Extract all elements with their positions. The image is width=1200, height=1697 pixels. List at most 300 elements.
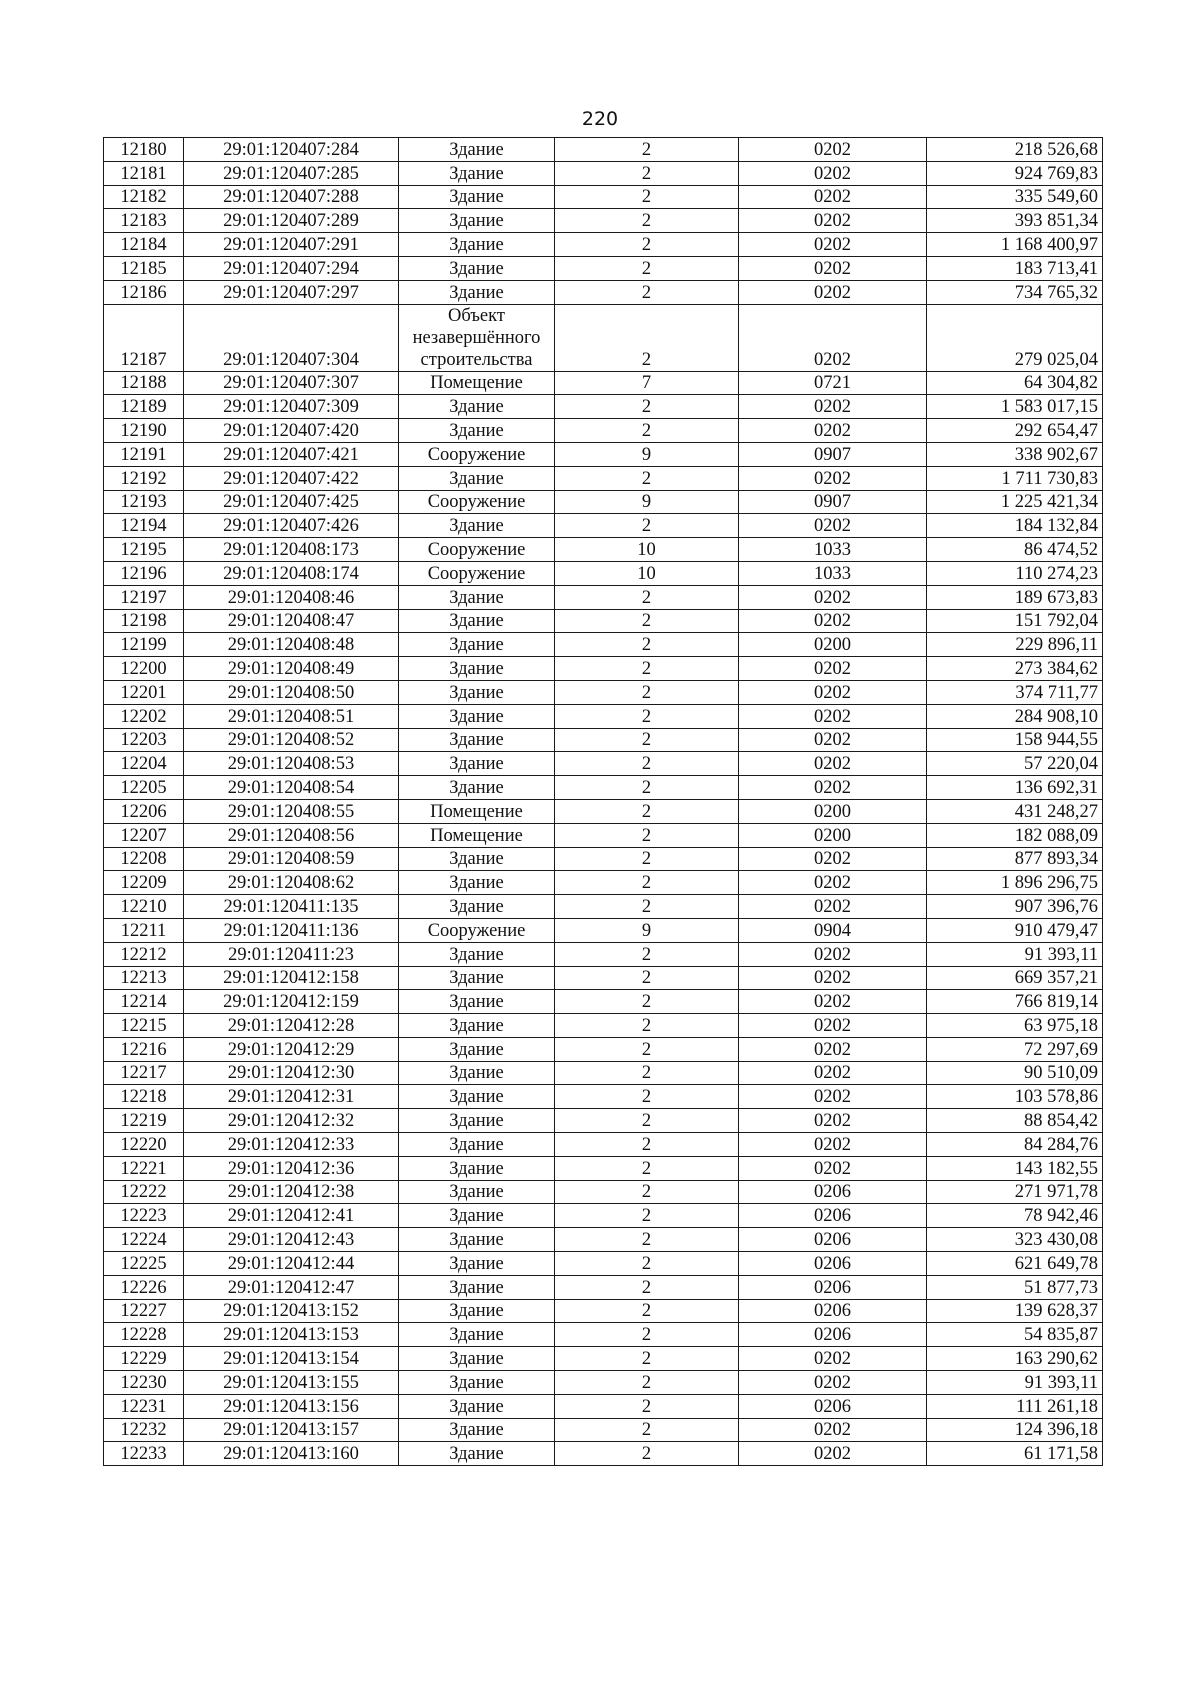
- cadastral-number-cell: 29:01:120408:51: [184, 704, 399, 728]
- row-number-cell: 12226: [104, 1275, 184, 1299]
- row-number-cell: 12206: [104, 799, 184, 823]
- cadastral-number-cell: 29:01:120408:173: [184, 538, 399, 562]
- cadastral-number-cell: 29:01:120407:425: [184, 490, 399, 514]
- object-type-cell: Здание: [399, 1275, 555, 1299]
- cadastral-number-cell: 29:01:120407:285: [184, 161, 399, 185]
- table-row: [104, 561, 1103, 585]
- group-code-cell: 2: [555, 1109, 739, 1133]
- subgroup-code-cell: 0202: [739, 728, 927, 752]
- subgroup-code-cell: 0206: [739, 1228, 927, 1252]
- group-code-cell: 2: [555, 1014, 739, 1038]
- subgroup-code-cell: 0904: [739, 918, 927, 942]
- object-type-cell: Здание: [399, 1133, 555, 1157]
- cadastral-number-cell: 29:01:120412:33: [184, 1133, 399, 1157]
- subgroup-code-cell: 0202: [739, 1347, 927, 1371]
- subgroup-code-cell: 0202: [739, 161, 927, 185]
- row-number-cell: 12195: [104, 538, 184, 562]
- subgroup-code-cell: 0202: [739, 871, 927, 895]
- object-type-cell: Здание: [399, 1037, 555, 1061]
- table-row: [104, 799, 1103, 823]
- cadastral-number-cell: 29:01:120412:30: [184, 1061, 399, 1085]
- subgroup-code-cell: 0206: [739, 1180, 927, 1204]
- table-row: [104, 1418, 1103, 1442]
- cadastral-number-cell: 29:01:120412:29: [184, 1037, 399, 1061]
- cadastral-number-cell: 29:01:120407:309: [184, 395, 399, 419]
- object-type-cell: Здание: [399, 728, 555, 752]
- cadastral-number-cell: 29:01:120413:160: [184, 1442, 399, 1466]
- row-number-cell: 12210: [104, 895, 184, 919]
- cadastral-value-cell: 273 384,62: [927, 657, 1103, 681]
- cadastral-number-cell: 29:01:120407:288: [184, 185, 399, 209]
- cadastral-value-cell: 54 835,87: [927, 1323, 1103, 1347]
- row-number-cell: 12205: [104, 776, 184, 800]
- cadastral-number-cell: 29:01:120412:158: [184, 966, 399, 990]
- table-row: [104, 1156, 1103, 1180]
- table-row: [104, 990, 1103, 1014]
- table-row: [104, 1252, 1103, 1276]
- row-number-cell: 12200: [104, 657, 184, 681]
- table-row: [104, 161, 1103, 185]
- table-row: [104, 442, 1103, 466]
- object-type-cell: Здание: [399, 1252, 555, 1276]
- group-code-cell: 2: [555, 280, 739, 304]
- object-type-cell: Здание: [399, 609, 555, 633]
- object-type-cell: Здание: [399, 633, 555, 657]
- group-code-cell: 10: [555, 538, 739, 562]
- cadastral-value-cell: 61 171,58: [927, 1442, 1103, 1466]
- table-row: [104, 918, 1103, 942]
- object-type-cell: Сооружение: [399, 561, 555, 585]
- group-code-cell: 9: [555, 442, 739, 466]
- object-type-cell: Здание: [399, 1371, 555, 1395]
- subgroup-code-cell: 0202: [739, 256, 927, 280]
- cadastral-value-cell: 271 971,78: [927, 1180, 1103, 1204]
- object-type-cell: Здание: [399, 1204, 555, 1228]
- subgroup-code-cell: 0202: [739, 1085, 927, 1109]
- object-type-cell: Здание: [399, 752, 555, 776]
- cadastral-value-cell: 184 132,84: [927, 514, 1103, 538]
- object-type-cell: Здание: [399, 209, 555, 233]
- object-type-cell: Здание: [399, 1418, 555, 1442]
- object-type-cell: Помещение: [399, 799, 555, 823]
- group-code-cell: 2: [555, 161, 739, 185]
- subgroup-code-cell: 0202: [739, 304, 927, 371]
- cadastral-number-cell: 29:01:120408:50: [184, 680, 399, 704]
- cadastral-value-cell: 183 713,41: [927, 256, 1103, 280]
- group-code-cell: 2: [555, 256, 739, 280]
- cadastral-value-cell: 51 877,73: [927, 1275, 1103, 1299]
- object-type-cell: Здание: [399, 871, 555, 895]
- cadastral-value-cell: 1 583 017,15: [927, 395, 1103, 419]
- group-code-cell: 2: [555, 1204, 739, 1228]
- cadastral-value-cell: 766 819,14: [927, 990, 1103, 1014]
- cadastral-value-cell: 284 908,10: [927, 704, 1103, 728]
- group-code-cell: 2: [555, 847, 739, 871]
- cadastral-number-cell: 29:01:120408:52: [184, 728, 399, 752]
- group-code-cell: 2: [555, 1299, 739, 1323]
- cadastral-value-cell: 669 357,21: [927, 966, 1103, 990]
- row-number-cell: 12233: [104, 1442, 184, 1466]
- cadastral-value-cell: 218 526,68: [927, 138, 1103, 162]
- row-number-cell: 12202: [104, 704, 184, 728]
- subgroup-code-cell: 0206: [739, 1394, 927, 1418]
- table-row: [104, 871, 1103, 895]
- row-number-cell: 12199: [104, 633, 184, 657]
- cadastral-value-cell: 64 304,82: [927, 371, 1103, 395]
- table-row: [104, 1228, 1103, 1252]
- cadastral-number-cell: 29:01:120408:174: [184, 561, 399, 585]
- group-code-cell: 2: [555, 609, 739, 633]
- table-row: [104, 1442, 1103, 1466]
- cadastral-value-cell: 91 393,11: [927, 942, 1103, 966]
- table-row: [104, 776, 1103, 800]
- row-number-cell: 12232: [104, 1418, 184, 1442]
- group-code-cell: 2: [555, 990, 739, 1014]
- group-code-cell: 2: [555, 395, 739, 419]
- table-row: [104, 371, 1103, 395]
- object-type-cell: Сооружение: [399, 490, 555, 514]
- group-code-cell: 2: [555, 304, 739, 371]
- cadastral-value-cell: 103 578,86: [927, 1085, 1103, 1109]
- cadastral-number-cell: 29:01:120407:294: [184, 256, 399, 280]
- subgroup-code-cell: 1033: [739, 538, 927, 562]
- cadastral-value-cell: 279 025,04: [927, 304, 1103, 371]
- group-code-cell: 2: [555, 419, 739, 443]
- table-row: [104, 1180, 1103, 1204]
- cadastral-value-cell: 90 510,09: [927, 1061, 1103, 1085]
- cadastral-value-cell: 57 220,04: [927, 752, 1103, 776]
- cadastral-number-cell: 29:01:120407:426: [184, 514, 399, 538]
- cadastral-value-cell: 136 692,31: [927, 776, 1103, 800]
- cadastral-number-cell: 29:01:120408:53: [184, 752, 399, 776]
- subgroup-code-cell: 0200: [739, 633, 927, 657]
- group-code-cell: 9: [555, 490, 739, 514]
- table-row: [104, 138, 1103, 162]
- object-type-cell: Помещение: [399, 823, 555, 847]
- subgroup-code-cell: 0202: [739, 233, 927, 257]
- group-code-cell: 2: [555, 233, 739, 257]
- table-row: [104, 728, 1103, 752]
- subgroup-code-cell: 0202: [739, 209, 927, 233]
- row-number-cell: 12220: [104, 1133, 184, 1157]
- cadastral-value-cell: 910 479,47: [927, 918, 1103, 942]
- table-row: [104, 304, 1103, 371]
- cadastral-value-cell: 393 851,34: [927, 209, 1103, 233]
- table-row: [104, 185, 1103, 209]
- object-type-cell: Сооружение: [399, 918, 555, 942]
- cadastral-value-cell: 124 396,18: [927, 1418, 1103, 1442]
- group-code-cell: 2: [555, 185, 739, 209]
- cadastral-value-cell: 292 654,47: [927, 419, 1103, 443]
- cadastral-value-cell: 78 942,46: [927, 1204, 1103, 1228]
- group-code-cell: 2: [555, 799, 739, 823]
- cadastral-number-cell: 29:01:120408:47: [184, 609, 399, 633]
- object-type-cell: Здание: [399, 1347, 555, 1371]
- subgroup-code-cell: 0907: [739, 490, 927, 514]
- cadastral-value-cell: 907 396,76: [927, 895, 1103, 919]
- table-row: [104, 256, 1103, 280]
- registry-table: [103, 137, 1103, 1466]
- row-number-cell: 12219: [104, 1109, 184, 1133]
- cadastral-number-cell: 29:01:120413:156: [184, 1394, 399, 1418]
- group-code-cell: 7: [555, 371, 739, 395]
- row-number-cell: 12190: [104, 419, 184, 443]
- cadastral-number-cell: 29:01:120408:62: [184, 871, 399, 895]
- row-number-cell: 12216: [104, 1037, 184, 1061]
- object-type-cell: Здание: [399, 942, 555, 966]
- cadastral-number-cell: 29:01:120407:291: [184, 233, 399, 257]
- table-row: [104, 1109, 1103, 1133]
- subgroup-code-cell: 0202: [739, 704, 927, 728]
- row-number-cell: 12230: [104, 1371, 184, 1395]
- page-number: 220: [581, 108, 619, 130]
- table-row: [104, 585, 1103, 609]
- table-row: [104, 1037, 1103, 1061]
- cadastral-number-cell: 29:01:120413:153: [184, 1323, 399, 1347]
- cadastral-number-cell: 29:01:120408:59: [184, 847, 399, 871]
- object-type-cell: Сооружение: [399, 442, 555, 466]
- group-code-cell: 2: [555, 514, 739, 538]
- group-code-cell: 2: [555, 776, 739, 800]
- subgroup-code-cell: 0202: [739, 395, 927, 419]
- group-code-cell: 2: [555, 680, 739, 704]
- object-type-cell: Здание: [399, 1299, 555, 1323]
- table-row: [104, 1014, 1103, 1038]
- cadastral-number-cell: 29:01:120407:307: [184, 371, 399, 395]
- subgroup-code-cell: 0202: [739, 1442, 927, 1466]
- cadastral-number-cell: 29:01:120413:154: [184, 1347, 399, 1371]
- cadastral-value-cell: 84 284,76: [927, 1133, 1103, 1157]
- object-type-cell: Здание: [399, 466, 555, 490]
- row-number-cell: 12208: [104, 847, 184, 871]
- table-row: [104, 633, 1103, 657]
- cadastral-value-cell: 163 290,62: [927, 1347, 1103, 1371]
- group-code-cell: 2: [555, 704, 739, 728]
- subgroup-code-cell: 0907: [739, 442, 927, 466]
- row-number-cell: 12201: [104, 680, 184, 704]
- group-code-cell: 2: [555, 728, 739, 752]
- group-code-cell: 9: [555, 918, 739, 942]
- group-code-cell: 2: [555, 1085, 739, 1109]
- table-row: [104, 538, 1103, 562]
- cadastral-number-cell: 29:01:120413:152: [184, 1299, 399, 1323]
- cadastral-number-cell: 29:01:120407:284: [184, 138, 399, 162]
- subgroup-code-cell: 0202: [739, 1109, 927, 1133]
- group-code-cell: 2: [555, 1133, 739, 1157]
- object-type-cell: Здание: [399, 776, 555, 800]
- object-type-cell: Здание: [399, 138, 555, 162]
- object-type-cell: Здание: [399, 280, 555, 304]
- object-type-cell: Здание: [399, 895, 555, 919]
- object-type-cell: Здание: [399, 1323, 555, 1347]
- cadastral-value-cell: 63 975,18: [927, 1014, 1103, 1038]
- cadastral-value-cell: 111 261,18: [927, 1394, 1103, 1418]
- table-row: [104, 704, 1103, 728]
- cadastral-number-cell: 29:01:120408:55: [184, 799, 399, 823]
- row-number-cell: 12188: [104, 371, 184, 395]
- object-type-cell: Здание: [399, 1180, 555, 1204]
- table-row: [104, 1275, 1103, 1299]
- cadastral-number-cell: 29:01:120411:136: [184, 918, 399, 942]
- object-type-cell: Здание: [399, 514, 555, 538]
- row-number-cell: 12215: [104, 1014, 184, 1038]
- object-type-cell: Помещение: [399, 371, 555, 395]
- row-number-cell: 12181: [104, 161, 184, 185]
- group-code-cell: 2: [555, 1275, 739, 1299]
- row-number-cell: 12229: [104, 1347, 184, 1371]
- cadastral-number-cell: 29:01:120412:36: [184, 1156, 399, 1180]
- object-type-cell: Здание: [399, 1442, 555, 1466]
- cadastral-number-cell: 29:01:120407:304: [184, 304, 399, 371]
- row-number-cell: 12218: [104, 1085, 184, 1109]
- cadastral-number-cell: 29:01:120411:135: [184, 895, 399, 919]
- table-row: [104, 1085, 1103, 1109]
- subgroup-code-cell: 0206: [739, 1275, 927, 1299]
- cadastral-value-cell: 621 649,78: [927, 1252, 1103, 1276]
- object-type-cell: Здание: [399, 395, 555, 419]
- object-type-cell: Здание: [399, 1394, 555, 1418]
- table-row: [104, 209, 1103, 233]
- cadastral-value-cell: 151 792,04: [927, 609, 1103, 633]
- group-code-cell: 2: [555, 657, 739, 681]
- object-type-cell: Здание: [399, 1014, 555, 1038]
- group-code-cell: 2: [555, 871, 739, 895]
- row-number-cell: 12198: [104, 609, 184, 633]
- table-row: [104, 847, 1103, 871]
- subgroup-code-cell: 0206: [739, 1252, 927, 1276]
- table-row: [104, 233, 1103, 257]
- cadastral-number-cell: 29:01:120408:46: [184, 585, 399, 609]
- table-row: [104, 280, 1103, 304]
- row-number-cell: 12193: [104, 490, 184, 514]
- cadastral-value-cell: 189 673,83: [927, 585, 1103, 609]
- row-number-cell: 12194: [104, 514, 184, 538]
- registry-table-body: [104, 138, 1103, 1466]
- subgroup-code-cell: 0202: [739, 1037, 927, 1061]
- cadastral-value-cell: 374 711,77: [927, 680, 1103, 704]
- table-row: [104, 514, 1103, 538]
- object-type-cell: Здание: [399, 585, 555, 609]
- table-row: [104, 490, 1103, 514]
- subgroup-code-cell: 0202: [739, 1418, 927, 1442]
- row-number-cell: 12211: [104, 918, 184, 942]
- subgroup-code-cell: 0202: [739, 657, 927, 681]
- group-code-cell: 2: [555, 1323, 739, 1347]
- row-number-cell: 12231: [104, 1394, 184, 1418]
- row-number-cell: 12183: [104, 209, 184, 233]
- cadastral-number-cell: 29:01:120412:159: [184, 990, 399, 1014]
- cadastral-value-cell: 139 628,37: [927, 1299, 1103, 1323]
- object-type-cell: Здание: [399, 161, 555, 185]
- object-type-cell: Здание: [399, 704, 555, 728]
- object-type-cell: Здание: [399, 1085, 555, 1109]
- table-row: [104, 609, 1103, 633]
- object-type-cell: Здание: [399, 1061, 555, 1085]
- row-number-cell: 12223: [104, 1204, 184, 1228]
- table-row: [104, 895, 1103, 919]
- table-row: [104, 752, 1103, 776]
- cadastral-value-cell: 338 902,67: [927, 442, 1103, 466]
- group-code-cell: 2: [555, 1252, 739, 1276]
- object-type-cell: Здание: [399, 657, 555, 681]
- cadastral-number-cell: 29:01:120408:54: [184, 776, 399, 800]
- object-type-cell: Здание: [399, 1228, 555, 1252]
- row-number-cell: 12192: [104, 466, 184, 490]
- table-row: [104, 395, 1103, 419]
- table-row: [104, 823, 1103, 847]
- object-type-cell: Здание: [399, 1156, 555, 1180]
- row-number-cell: 12209: [104, 871, 184, 895]
- group-code-cell: 2: [555, 1394, 739, 1418]
- table-row: [104, 1133, 1103, 1157]
- cadastral-number-cell: 29:01:120407:422: [184, 466, 399, 490]
- subgroup-code-cell: 0202: [739, 185, 927, 209]
- cadastral-number-cell: 29:01:120408:48: [184, 633, 399, 657]
- group-code-cell: 2: [555, 966, 739, 990]
- row-number-cell: 12182: [104, 185, 184, 209]
- subgroup-code-cell: 0202: [739, 514, 927, 538]
- cadastral-value-cell: 72 297,69: [927, 1037, 1103, 1061]
- group-code-cell: 2: [555, 823, 739, 847]
- subgroup-code-cell: 0202: [739, 895, 927, 919]
- group-code-cell: 2: [555, 1371, 739, 1395]
- group-code-cell: 2: [555, 1037, 739, 1061]
- object-type-cell: Здание: [399, 847, 555, 871]
- row-number-cell: 12185: [104, 256, 184, 280]
- table-row: [104, 1371, 1103, 1395]
- cadastral-value-cell: 335 549,60: [927, 185, 1103, 209]
- cadastral-value-cell: 323 430,08: [927, 1228, 1103, 1252]
- table-row: [104, 1347, 1103, 1371]
- object-type-cell: Здание: [399, 1109, 555, 1133]
- subgroup-code-cell: 0202: [739, 680, 927, 704]
- table-row: [104, 1323, 1103, 1347]
- cadastral-value-cell: 1 168 400,97: [927, 233, 1103, 257]
- object-type-cell: Объект незавершённого строительства: [399, 304, 555, 371]
- row-number-cell: 12187: [104, 304, 184, 371]
- cadastral-value-cell: 88 854,42: [927, 1109, 1103, 1133]
- cadastral-value-cell: 1 711 730,83: [927, 466, 1103, 490]
- table-row: [104, 1299, 1103, 1323]
- row-number-cell: 12204: [104, 752, 184, 776]
- row-number-cell: 12207: [104, 823, 184, 847]
- object-type-cell: Здание: [399, 966, 555, 990]
- row-number-cell: 12212: [104, 942, 184, 966]
- subgroup-code-cell: 0721: [739, 371, 927, 395]
- subgroup-code-cell: 0202: [739, 1371, 927, 1395]
- row-number-cell: 12191: [104, 442, 184, 466]
- group-code-cell: 2: [555, 1347, 739, 1371]
- subgroup-code-cell: 0202: [739, 280, 927, 304]
- group-code-cell: 2: [555, 209, 739, 233]
- cadastral-number-cell: 29:01:120412:28: [184, 1014, 399, 1038]
- cadastral-number-cell: 29:01:120407:420: [184, 419, 399, 443]
- row-number-cell: 12221: [104, 1156, 184, 1180]
- cadastral-number-cell: 29:01:120407:297: [184, 280, 399, 304]
- subgroup-code-cell: 0206: [739, 1204, 927, 1228]
- subgroup-code-cell: 0202: [739, 1133, 927, 1157]
- group-code-cell: 2: [555, 466, 739, 490]
- group-code-cell: 2: [555, 1180, 739, 1204]
- subgroup-code-cell: 0200: [739, 823, 927, 847]
- row-number-cell: 12213: [104, 966, 184, 990]
- subgroup-code-cell: 0202: [739, 1014, 927, 1038]
- row-number-cell: 12217: [104, 1061, 184, 1085]
- cadastral-value-cell: 1 896 296,75: [927, 871, 1103, 895]
- cadastral-number-cell: 29:01:120412:43: [184, 1228, 399, 1252]
- group-code-cell: 2: [555, 585, 739, 609]
- cadastral-value-cell: 91 393,11: [927, 1371, 1103, 1395]
